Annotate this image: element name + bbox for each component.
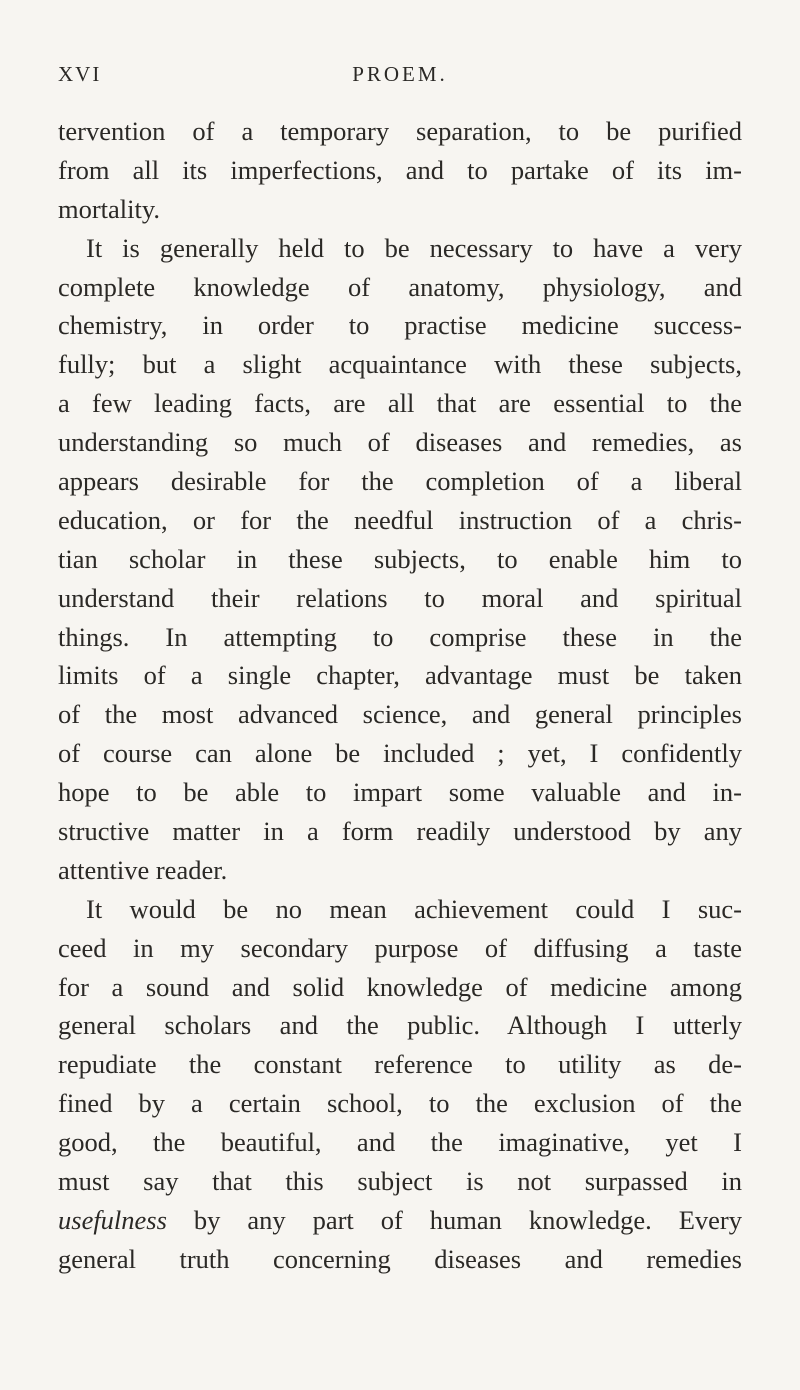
text-line: general scholars and the public. Although I utterly — [58, 1010, 742, 1041]
italic-word: usefulness — [58, 1204, 167, 1235]
text-line: ceed in my secondary purpose of diffusing a taste — [58, 932, 742, 963]
text-line: good, the beautiful, and the imaginative, yet I — [58, 1127, 742, 1158]
body-text — [58, 112, 742, 1279]
text-line: attentive reader. — [58, 854, 228, 885]
text-line: appears desirable for the completion of a liberal — [58, 466, 742, 497]
text-line: repudiate the constant reference to utility as de- — [58, 1049, 742, 1080]
paragraph-start-line: It is generally held to be necessary to have a very — [86, 232, 742, 263]
running-title: PROEM. — [352, 62, 448, 86]
paragraph-start-line: It would be no mean achievement could I suc- — [86, 893, 742, 924]
text-line: structive matter in a form readily understood by any — [58, 816, 742, 847]
text-line: mortality. — [58, 193, 161, 224]
text-line: education, or for the needful instruction of a chris- — [58, 504, 742, 535]
text-line: tian scholar in these subjects, to enable him to — [58, 543, 742, 574]
text-line-rest: by any part of human knowledge. Every — [193, 1204, 742, 1235]
text-line: fined by a certain school, to the exclusion of the — [58, 1088, 742, 1119]
text-line: understand their relations to moral and spiritual — [58, 582, 742, 613]
text-line: things. In attempting to comprise these in the — [58, 621, 742, 652]
text-line: understanding so much of diseases and remedies, as — [58, 427, 742, 458]
text-line: must say that this subject is not surpassed in — [58, 1166, 742, 1197]
text-line: limits of a single chapter, advantage must be taken — [58, 660, 742, 691]
text-line-with-italic — [58, 1201, 742, 1240]
text-line: for a sound and solid knowledge of medicine among — [58, 971, 742, 1002]
text-line: complete knowledge of anatomy, physiology, and — [58, 271, 742, 302]
text-line: from all its imperfections, and to partake of its im- — [58, 154, 742, 185]
text-line: chemistry, in order to practise medicine success- — [58, 310, 742, 341]
text-line: fully; but a slight acquaintance with these subjects, — [58, 349, 742, 380]
running-head — [58, 62, 742, 92]
text-line: of course can alone be included ; yet, I confidently — [58, 738, 742, 769]
text-line: hope to be able to impart some valuable and in- — [58, 777, 742, 808]
text-line: a few leading facts, are all that are essential to the — [58, 388, 742, 419]
text-line: general truth concerning diseases and remedies — [58, 1243, 742, 1274]
page-number: XVI — [58, 62, 102, 86]
text-line: tervention of a temporary separation, to be purified — [58, 116, 742, 146]
text-line: of the most advanced science, and general principles — [58, 699, 742, 730]
